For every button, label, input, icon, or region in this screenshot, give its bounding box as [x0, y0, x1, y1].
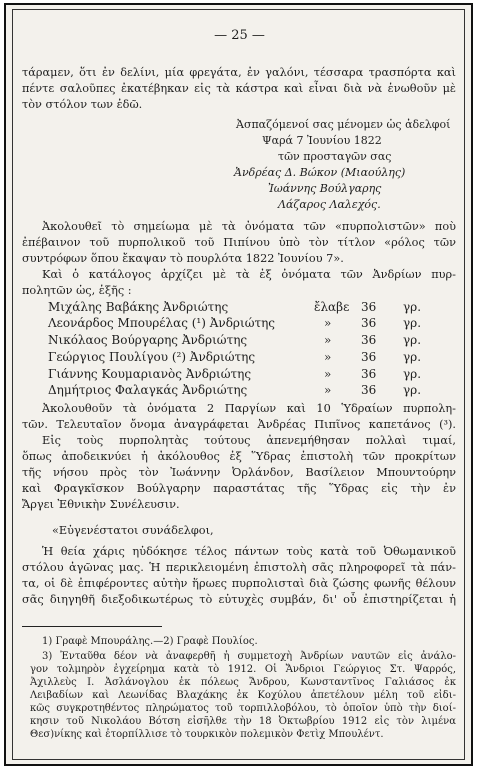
- roster-amount: 36: [361, 350, 377, 364]
- roster-name: Νικόλαος Βούργαρης Ἀνδριώτης: [48, 333, 248, 347]
- text-line: πέντε σαλοῦπες ἐκατέβηκαν εἰς τὰ κάστρα καὶ εἶναι διὰ νὰ ἑνωθοῦν μὲ: [22, 82, 456, 95]
- signatory: Ἀνδρέας Δ. Βώκον (Μιαούλης): [234, 166, 406, 179]
- roster-mark: »: [324, 316, 332, 330]
- roster-row: [48, 383, 453, 399]
- roster-unit: γρ.: [403, 383, 422, 397]
- text-line: σᾶς διηγηθῆ διεξοδικωτέρως τὸ εὐτυχὲς συμβάν, δι' οὗ ἐπιστηρίζεται ἡ: [22, 593, 456, 606]
- footnote: γον τολμηρὸν ἐγχείρημα κατὰ τὸ 1912. Οἱ Ἄνδριοι Γεώργιος Στ. Ψαρρός,: [30, 664, 456, 675]
- roster-mark: ἔλαβε: [314, 300, 350, 314]
- roster-row: [48, 350, 453, 366]
- footnote: 3) Ἐνταῦθα δέον νὰ ἀναφερθῆ ἡ συμμετοχὴ Ἀνδρίων ναυτῶν εἰς ἀνάλο-: [42, 651, 456, 662]
- roster-amount: 36: [361, 316, 377, 330]
- footnote-separator: [22, 626, 162, 627]
- text-line: καὶ Φραγκῖσκον Βούλγαρην παραστάτας τῆς Ὕδρας εἰς τὴν ἐν: [22, 482, 456, 495]
- text-line: Καὶ ὁ κατάλογος ἀρχίζει μὲ τὰ ἐξ ὀνόματα τῶν Ἀνδρίων πυρ-: [42, 268, 456, 281]
- text-line: στόλου ἀγῶνας μας. Ἡ περικλειομένη ἐπιστολὴ σᾶς πληροφορεῖ τὰ πάν-: [22, 561, 456, 574]
- closing-line: Ἀσπαζόμενοί σας μένομεν ὡς ἀδελφοί: [236, 118, 451, 131]
- footnote: Λειβαδίων καὶ Λεωνίδας Βλαχάκης ἐκ Κοχύλου ἀπετέλουν μέλη τοῦ εἰδι-: [30, 690, 456, 701]
- roster-name: Μιχάλης Βαβάκης Ἀνδριώτης: [48, 300, 229, 314]
- roster-amount: 36: [361, 300, 377, 314]
- text-line: συντρόφων ὅπου ἔκαψαν τὸ πουρλότα 1822 Ἰουνίου 7».: [22, 252, 344, 265]
- letter-greeting: «Εὐγενέστατοι συνάδελφοι,: [52, 524, 214, 537]
- roster-name: Δημήτριος Φαλαγκάς Ἀνδριώτης: [48, 383, 248, 397]
- signatory: Ἰωάννης Βούλγαρης: [268, 182, 382, 195]
- closing-line: τῶν προσταγῶν σας: [278, 150, 392, 163]
- text-line: Εἰς τοὺς πυρπολητὰς τούτους ἀπενεμήθησαν πολλαὶ τιμαί,: [42, 434, 456, 447]
- roster-name: Γεώργιος Πουλίγου (²) Ἀνδριώτης: [48, 350, 256, 364]
- footnote: 1) Γραφὲ Μπουράλης.—2) Γραφὲ Πουλίος.: [42, 636, 258, 647]
- roster-row: [48, 316, 453, 332]
- roster-mark: »: [324, 367, 332, 381]
- text-line: ὅπως ἀποδεικνύει ἡ ἀκόλουθος ἐξ Ὕδρας ἐπιστολὴ τῶν προκρίτων: [22, 450, 456, 463]
- roster-unit: γρ.: [403, 367, 422, 381]
- roster-row: [48, 333, 453, 349]
- text-line: Ἀκολουθοῦν τὰ ὀνόματα 2 Παργίων καὶ 10 Ὑδραίων πυρπολη-: [42, 402, 456, 415]
- text-line: τάραμεν, ὅτι ἐν δελίνι, μία φρεγάτα, ἐν γαλόνι, τέσσαρα τρασπόρτα καὶ: [22, 66, 456, 79]
- roster-amount: 36: [361, 333, 377, 347]
- roster-mark: »: [324, 333, 332, 347]
- text-line: Ἡ θεία χάρις ηὐδόκησε τέλος πάντων τοὺς κατὰ τοῦ Ὀθωμανικοῦ: [42, 545, 456, 558]
- roster-unit: γρ.: [403, 300, 422, 314]
- roster-unit: γρ.: [403, 316, 422, 330]
- footnote: Ἀχιλλεὺς Ι. Ἀσλάνογλου ἐκ πόλεως Ἄνδρου, Κωνσταντῖνος Γαλιάσος ἐκ: [30, 677, 456, 688]
- page-number: — 25 —: [214, 28, 265, 43]
- roster-unit: γρ.: [403, 333, 422, 347]
- roster-amount: 36: [361, 367, 377, 381]
- roster-name: Λεονάρδος Μπουρέλας (¹) Ἀνδριώτης: [48, 316, 276, 330]
- text-line: τὸν στόλον των ἐδῶ.: [22, 98, 143, 111]
- footnote: κησιν τοῦ Νικολάου Βότση εἰσῆλθε τὴν 18 Ὀκτωβρίου 1912 εἰς τὸν λιμένα: [30, 716, 456, 727]
- signatory: Λάζαρος Λαλεχός.: [278, 198, 381, 211]
- text-line: τα, οἱ δὲ ἐπιφέροντες αὐτὴν ἥρωες πυρπολισταὶ διὰ ζώσης φωνῆς θέλουν: [22, 577, 456, 590]
- roster-mark: »: [324, 350, 332, 364]
- roster-row: [48, 367, 453, 383]
- text-line: τῆς νήσου πρὸς τὸν Ἰωάννην Ὀρλάνδον, Βασίλειον Μπουντούρην: [22, 466, 456, 479]
- text-line: τῶν. Τελευταῖον ὄνομα ἀναγράφεται Ἀνδρέας Πιπῖνος καπετάνος (³).: [22, 418, 456, 431]
- roster-row: [48, 300, 453, 316]
- text-line: ἐπέβαινον τοῦ πυρπολικοῦ τοῦ Πιπίνου ὑπὸ τὸν τίτλον «ρόλος τῶν: [22, 236, 456, 249]
- roster-amount: 36: [361, 383, 377, 397]
- footnote: Θεσ)νίκης καὶ ἐτορπίλλισε τὸ τουρκικὸν πολεμικὸν Φετὶχ Μπουλέντ.: [30, 729, 384, 740]
- roster-mark: »: [324, 383, 332, 397]
- text-line: πολητῶν ὡς, ἑξῆς :: [22, 284, 132, 297]
- text-line: Ἄργει Ἐθνικὴν Συνέλευσιν.: [22, 498, 180, 511]
- place-date: Ψαρά 7 Ἰουνίου 1822: [262, 134, 382, 147]
- footnote: κῶς συγκροτηθέντος πληρώματος τοῦ τορπιλλοβόλου, τὸ ὁποῖον ὑπὸ τὴν διοί-: [30, 703, 456, 714]
- roster-unit: γρ.: [403, 350, 422, 364]
- roster-name: Γιάννης Κουμαριανὸς Ἀνδριώτης: [48, 367, 252, 381]
- text-line: Ἀκολουθεῖ τὸ σημείωμα μὲ τὰ ὀνόματα τῶν «πυρπολιστῶν» ποὺ: [42, 220, 456, 233]
